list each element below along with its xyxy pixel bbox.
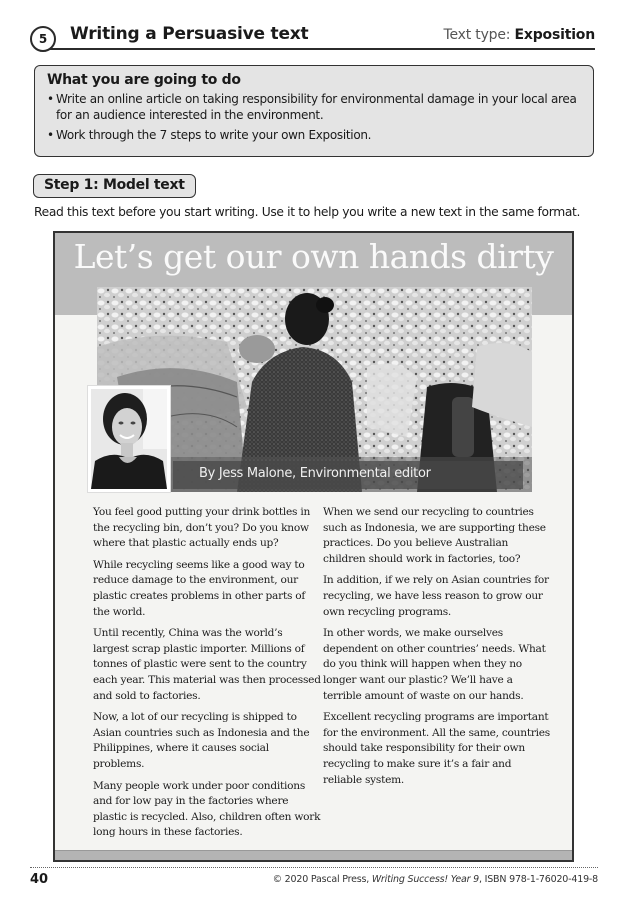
article-paragraph: Until recently, China was the world’s largest scrap plastic importer. Millions of tonnes of plastic were sent to the country each year. This material was then processed and sold to factories.	[93, 627, 321, 702]
article-paragraph: Now, a lot of our recycling is shipped to Asian countries such as Indonesia and the Philippines, where it causes social problems.	[93, 711, 310, 770]
page-header	[30, 22, 595, 50]
article-paragraph: While recycling seems like a good way to reduce damage to the environment, our plastic creates problems in other parts of the world.	[93, 558, 306, 618]
step-instruction: Read this text before you start writing. Use it to help you write a new text in the same format.	[34, 205, 581, 219]
goal-item-text: Write an online article on taking responsibility for environmental damage in your local area for an audience interested in the environment.	[56, 92, 577, 122]
bullet-icon: •	[47, 92, 54, 106]
author-photo-icon	[91, 389, 167, 489]
bullet-icon: •	[47, 128, 54, 142]
goal-item	[47, 127, 581, 143]
article-paragraph: You feel good putting your drink bottles in the recycling bin, don’t you? Do you know where that plastic actually ends up?	[93, 506, 311, 550]
copyright-prefix: © 2020 Pascal Press,	[272, 874, 372, 885]
byline: By Jess Malone, Environmental editor	[199, 466, 431, 481]
goal-item	[47, 91, 581, 123]
article-paragraph: In other words, we make ourselves dependent on other countries’ needs. What do you think will happen when they no longer want our plastic? We’ll have a terrible amount of waste on our hands.	[323, 627, 546, 702]
copyright	[273, 874, 598, 885]
step-label: Step 1: Model text	[33, 174, 196, 198]
model-article	[53, 231, 574, 862]
byline-bar	[173, 461, 523, 489]
page-number: 40	[30, 872, 49, 887]
article-paragraph: In addition, if we rely on Asian countries for recycling, we have less reason to grow our own recycling programs.	[323, 574, 549, 618]
article-bottom-band	[55, 850, 572, 860]
goal-list	[47, 91, 581, 143]
goal-title: What you are going to do	[47, 72, 241, 88]
unit-number-badge: 5	[30, 26, 56, 52]
book-title: Writing Success! Year 9	[371, 874, 479, 885]
article-paragraph: When we send our recycling to countries such as Indonesia, we are supporting these practices. Do you believe Australian children should work in factories, too?	[323, 506, 546, 565]
text-type-value: Exposition	[514, 27, 595, 43]
text-type-label: Text type:	[443, 27, 511, 43]
article-column-left	[93, 505, 321, 847]
goal-item-text: Work through the 7 steps to write your own Exposition.	[56, 128, 372, 142]
article-paragraph: Excellent recycling programs are important for the environment. All the same, countries should take responsibility for their own recycling to make sure it’s a fair and reliable system.	[323, 711, 550, 786]
article-column-right	[323, 505, 551, 794]
article-title: Let’s get our own hands dirty	[73, 237, 554, 276]
article-paragraph: Many people work under poor conditions and for low pay in the factories where plastic is recycled. Also, children often work long hours in these factories.	[93, 779, 321, 839]
copyright-suffix: , ISBN 978-1-76020-419-8	[478, 874, 598, 885]
header-rule	[48, 48, 595, 50]
text-type	[444, 27, 595, 43]
page-title: Writing a Persuasive text	[70, 24, 309, 44]
footer-rule	[30, 867, 598, 868]
goal-box	[34, 65, 594, 157]
author-portrait	[87, 385, 171, 493]
